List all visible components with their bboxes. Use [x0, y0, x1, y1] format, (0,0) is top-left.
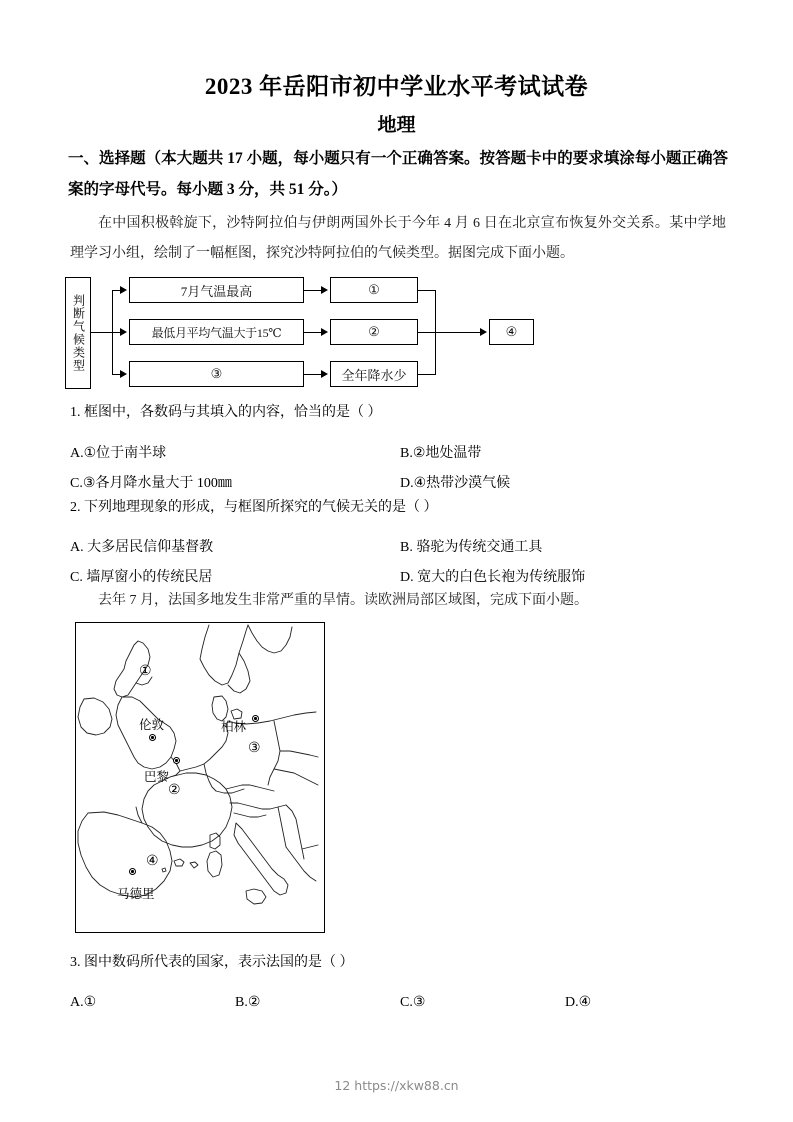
map-number-3: ③ [248, 741, 261, 756]
europe-region-map [75, 622, 325, 933]
map-outline-svg [76, 623, 323, 931]
question-3-option-c[interactable]: C.③ [400, 995, 426, 1010]
section-heading: 一、选择题（本大题共 17 小题，每小题只有一个正确答案。按答题卡中的要求填涂每小题正确答案的字母代号。每小题 3 分，共 51 分。） [68, 150, 728, 198]
question-1-option-a[interactable]: A.①位于南半球 [70, 446, 167, 461]
map-city-label-berlin: 柏林 [221, 720, 247, 734]
map-city-label-london: 伦敦 [139, 718, 165, 732]
question-3-option-b[interactable]: B.② [235, 995, 261, 1010]
flowchart-merge-2 [418, 332, 483, 333]
question-2-option-b[interactable]: B. 骆驼为传统交通工具 [400, 540, 543, 555]
map-number-2: ② [168, 783, 181, 798]
flowchart-conclusion-box-3: 全年降水少 [330, 361, 418, 387]
climate-flowchart [62, 272, 532, 392]
question-1-text: 框图中，各数码与其填入的内容，恰当的是（ ） [84, 405, 382, 420]
question-1-option-d[interactable]: D.④热带沙漠气候 [400, 476, 511, 491]
flowchart-condition-box-3: ③ [129, 361, 304, 387]
flowchart-merge-3 [418, 374, 436, 375]
question-3-number: 3. [70, 955, 81, 970]
flowchart-merge-1 [418, 290, 436, 291]
question-3-text: 图中数码所代表的国家，表示法国的是（ ） [84, 955, 354, 970]
flowchart-root-label: 判断气候类型 [71, 294, 86, 372]
question-1-number: 1. [70, 405, 81, 420]
question-3-option-d[interactable]: D.④ [565, 995, 592, 1010]
map-number-4: ④ [146, 854, 159, 869]
flowchart-result-box: ④ [489, 319, 534, 345]
question-2-option-d[interactable]: D. 宽大的白色长袍为传统服饰 [400, 570, 586, 585]
question-3-option-a[interactable]: A.① [70, 995, 97, 1010]
map-city-dot-madrid [129, 868, 136, 875]
question-2-number: 2. [70, 500, 81, 515]
map-number-1: ① [139, 664, 152, 679]
question-1-stem [70, 402, 382, 424]
question-1-option-c[interactable]: C.③各月降水量大于 100㎜ [70, 476, 232, 491]
flowchart-conclusion-box-2: ② [330, 319, 418, 345]
flowchart-trunk-h [91, 332, 113, 333]
flowchart-arrow-5 [321, 328, 328, 336]
flowchart-arrow-7 [480, 328, 487, 336]
map-city-dot-paris [173, 757, 180, 764]
map-city-dot-london [149, 734, 156, 741]
flowchart-condition-box-2: 最低月平均气温大于15℃ [129, 319, 304, 345]
footer-watermark: 12 https://xkw88.cn [334, 1078, 459, 1093]
question-2-option-c[interactable]: C. 墙厚窗小的传统民居 [70, 570, 213, 585]
page-title: 2023 年岳阳市初中学业水平考试试卷 [204, 74, 589, 99]
flowchart-arrow-1 [120, 286, 127, 294]
flowchart-arrow-3 [120, 370, 127, 378]
flowchart-arrow-4 [321, 286, 328, 294]
question-2-stem [70, 497, 438, 519]
page-subject: 地理 [377, 115, 416, 136]
map-city-label-madrid: 马德里 [117, 887, 155, 901]
map-city-dot-berlin [252, 715, 259, 722]
flowchart-arrow-6 [321, 370, 328, 378]
map-city-label-paris: 巴黎 [144, 770, 170, 784]
flowchart-conclusion-box-1: ① [330, 277, 418, 303]
flowchart-condition-box-1: 7月气温最高 [129, 277, 304, 303]
question-2-option-a[interactable]: A. 大多居民信仰基督教 [70, 540, 214, 555]
passage-saudi-arabia: 在中国积极斡旋下，沙特阿拉伯与伊朗两国外长于今年 4 月 6 日在北京宣布恢复外交关系。某中学地理学习小组，绘制了一幅框图，探究沙特阿拉伯的气候类型。据图完成下面小题。 [70, 216, 726, 261]
question-3-stem [70, 952, 354, 974]
question-2-text: 下列地理现象的形成，与框图所探究的气候无关的是（ ） [84, 500, 438, 515]
question-1-option-b[interactable]: B.②地处温带 [400, 446, 482, 461]
flowchart-arrow-2 [120, 328, 127, 336]
passage-france-drought: 去年 7 月，法国多地发生非常严重的旱情。读欧洲局部区域图，完成下面小题。 [98, 593, 588, 608]
flowchart-root-box [65, 277, 91, 389]
